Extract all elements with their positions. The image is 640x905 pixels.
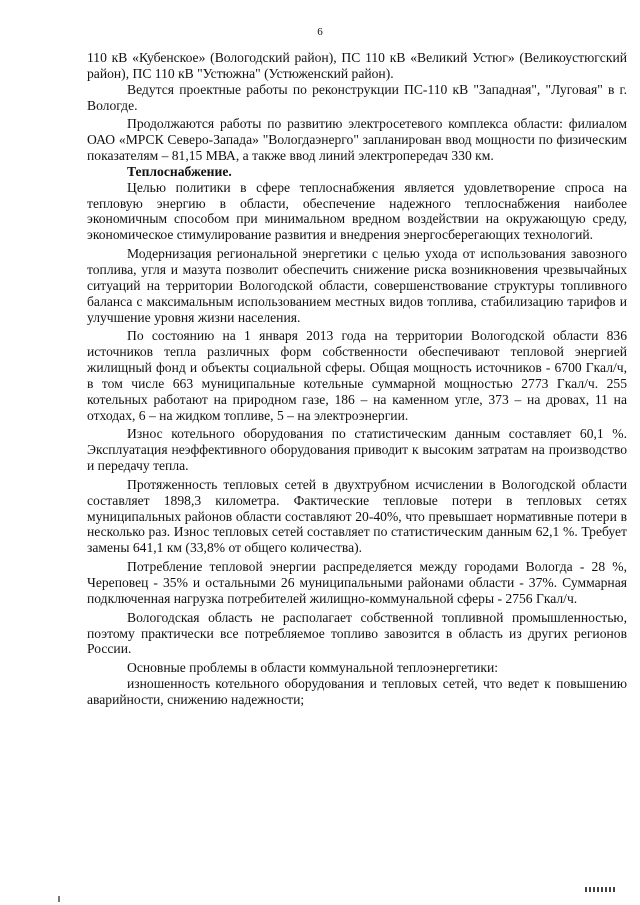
paragraph-heat-sources: По состоянию на 1 января 2013 года на территории Вологодской области 836 источников тепла различных форм собственности обеспечивают тепловой энергией жилищный фонд и объекты социальной сферы. Общая мощность источников - 6700 Гкал/ч, в том числе 663 муниципальные котельные суммарной мощностью 2773 Гкал/ч. 255 котельных работают на природном газе, 186 – на каменном угле, 373 – на дровах, 11 на отходах, 6 – на жидком топливе, 5 – на электроэнергии. xyxy=(87,328,627,423)
section-heading-heat-supply: Теплоснабжение. xyxy=(127,163,232,179)
paragraph-grid-development: Продолжаются работы по развитию электросетевого комплекса области: филиалом ОАО «МРСК Северо-Запада» "Вологдаэнерго" запланирован ввод мощности по физическим показателям – 81,15 МВА, а также ввод линий электропередач 330 км. xyxy=(87,116,627,164)
paragraph-equipment-wear: Износ котельного оборудования по статистическим данным составляет 60,1 %. Эксплуатация неэффективного оборудования приводит к высоким затратам на производство и передачу тепла. xyxy=(87,426,627,474)
scan-mark-bottom-right xyxy=(585,887,615,892)
page-number: 6 xyxy=(317,26,323,38)
paragraph-reconstruction: Ведутся проектные работы по реконструкции ПС-110 кВ "Западная", "Луговая" в г. Вологде. xyxy=(87,81,627,113)
paragraph-main-problems: Основные проблемы в области коммунальной теплоэнергетики: xyxy=(127,660,499,676)
paragraph-heat-networks: Протяженность тепловых сетей в двухтрубном исчислении в Вологодской области составляет 1898,3 километра. Фактические тепловые потери в тепловых сетях муниципальных районов области составляют 20-40%, что превышает нормативные потери в несколько раз. Износ тепловых сетей составляет по статистическим данным 62,1 %. Требует замены 641,1 км (33,8% от общего количества). xyxy=(87,476,627,556)
paragraph-substations-end: 110 кВ «Кубенское» (Вологодский район), ПС 110 кВ «Великий Устюг» (Великоустюгский район), ПС 110 кВ "Устюжна" (Устюженский район). xyxy=(87,50,627,81)
paragraph-no-fuel-industry: Вологодская область не располагает собственной топливной промышленностью, поэтому практически все потребляемое топливо завозится в область из других регионов России. xyxy=(87,609,627,657)
document-body xyxy=(87,50,627,708)
list-item-problem-wear: изношенность котельного оборудования и тепловых сетей, что ведет к повышению аварийности, снижению надежности; xyxy=(87,676,627,707)
paragraph-modernization: Модернизация региональной энергетики с целью ухода от использования завозного топлива, угля и мазута позволит обеспечить снижение риска возникновения чрезвычайных ситуаций на территории Вологодской области, совершенствование структуры топливного баланса с максимальным использованием местных видов топлива, стабилизацию тарифов и улучшение уровня жизни населения. xyxy=(87,246,627,325)
paragraph-consumption: Потребление тепловой энергии распределяется между городами Вологда - 28 %, Череповец - 35% и остальными 26 муниципальными районами области - 37%. Суммарная подключенная нагрузка потребителей жилищно-коммунальной сферы - 2756 Гкал/ч. xyxy=(87,559,627,606)
scan-mark-bottom-left xyxy=(58,896,60,902)
paragraph-policy-goal: Целью политики в сфере теплоснабжения является удовлетворение спроса на тепловую энергию в области, обеспечение надежного теплоснабжения наиболее экономичным способом при минимальном вредном воздействии на окружающую среду, экономическое стимулирование развития и внедрения энергосберегающих технологий. xyxy=(87,179,627,243)
